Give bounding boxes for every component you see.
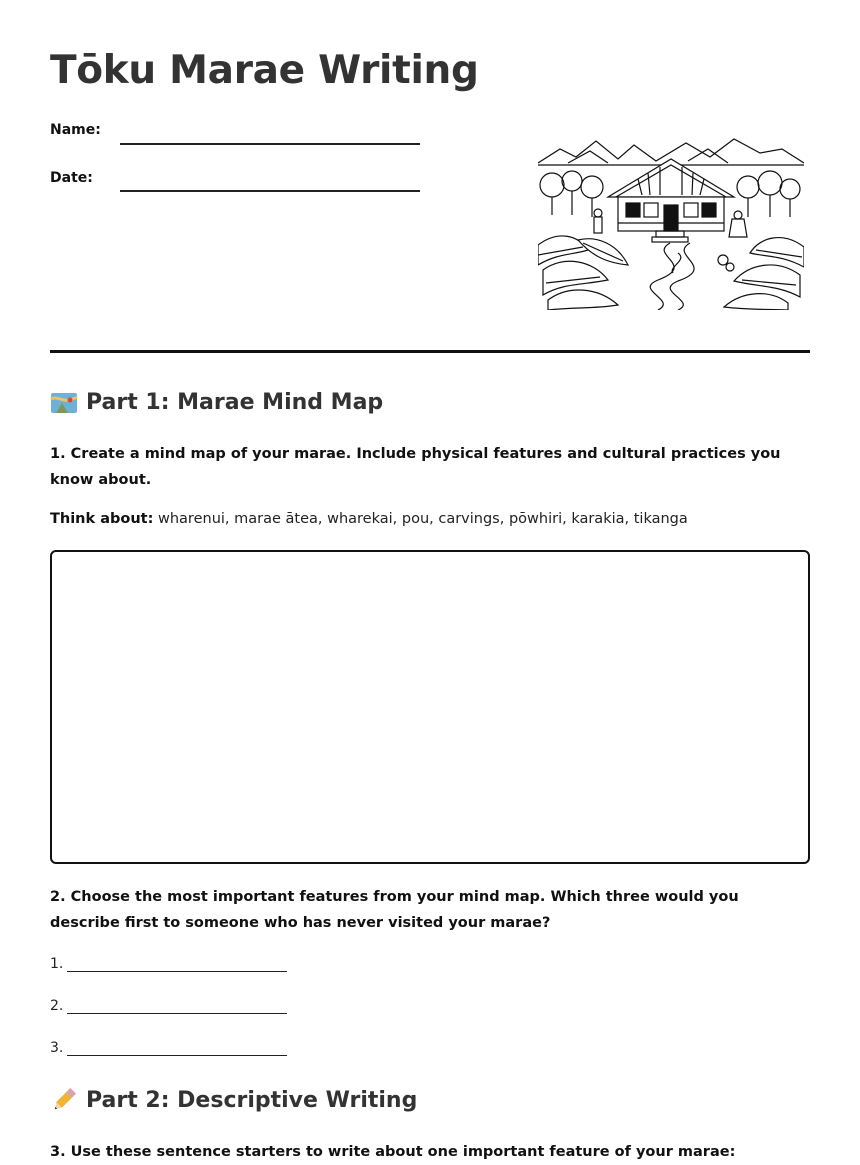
page-title: Tōku Marae Writing xyxy=(50,48,479,93)
part1-heading-text: Part 1: Marae Mind Map xyxy=(86,390,384,415)
section-divider xyxy=(50,350,810,353)
answer-number-3: 3. xyxy=(50,1040,64,1056)
think-about-text: wharenui, marae ātea, wharekai, pou, carvings, pōwhiri, karakia, tikanga xyxy=(158,511,688,527)
answer-number-2: 2. xyxy=(50,998,64,1014)
date-label: Date: xyxy=(50,170,93,186)
answer-line-1[interactable] xyxy=(50,956,287,972)
date-field[interactable] xyxy=(120,190,420,192)
part1-heading xyxy=(50,390,383,415)
think-about-label: Think about: xyxy=(50,511,154,527)
name-label: Name: xyxy=(50,122,101,138)
map-icon xyxy=(50,391,78,415)
part2-heading-text: Part 2: Descriptive Writing xyxy=(86,1087,418,1113)
marae-illustration-icon xyxy=(538,135,804,310)
answer-line-3[interactable] xyxy=(50,1040,287,1056)
part2-heading xyxy=(50,1086,417,1114)
answer-blank-1[interactable] xyxy=(67,958,287,972)
question-2: 2. Choose the most important features from your mind map. Which three would you describe first to someone who has never visited your marae? xyxy=(50,889,739,931)
pencil-icon xyxy=(50,1086,78,1114)
question-1: 1. Create a mind map of your marae. Include physical features and cultural practices you know about. xyxy=(50,446,781,488)
answer-number-1: 1. xyxy=(50,956,64,972)
mind-map-box[interactable] xyxy=(50,550,810,864)
question-3: 3. Use these sentence starters to write about one important feature of your marae: xyxy=(50,1144,736,1160)
answer-blank-2[interactable] xyxy=(67,1000,287,1014)
answer-blank-3[interactable] xyxy=(67,1042,287,1056)
answer-line-2[interactable] xyxy=(50,998,287,1014)
name-field[interactable] xyxy=(120,143,420,145)
think-about xyxy=(50,511,688,527)
